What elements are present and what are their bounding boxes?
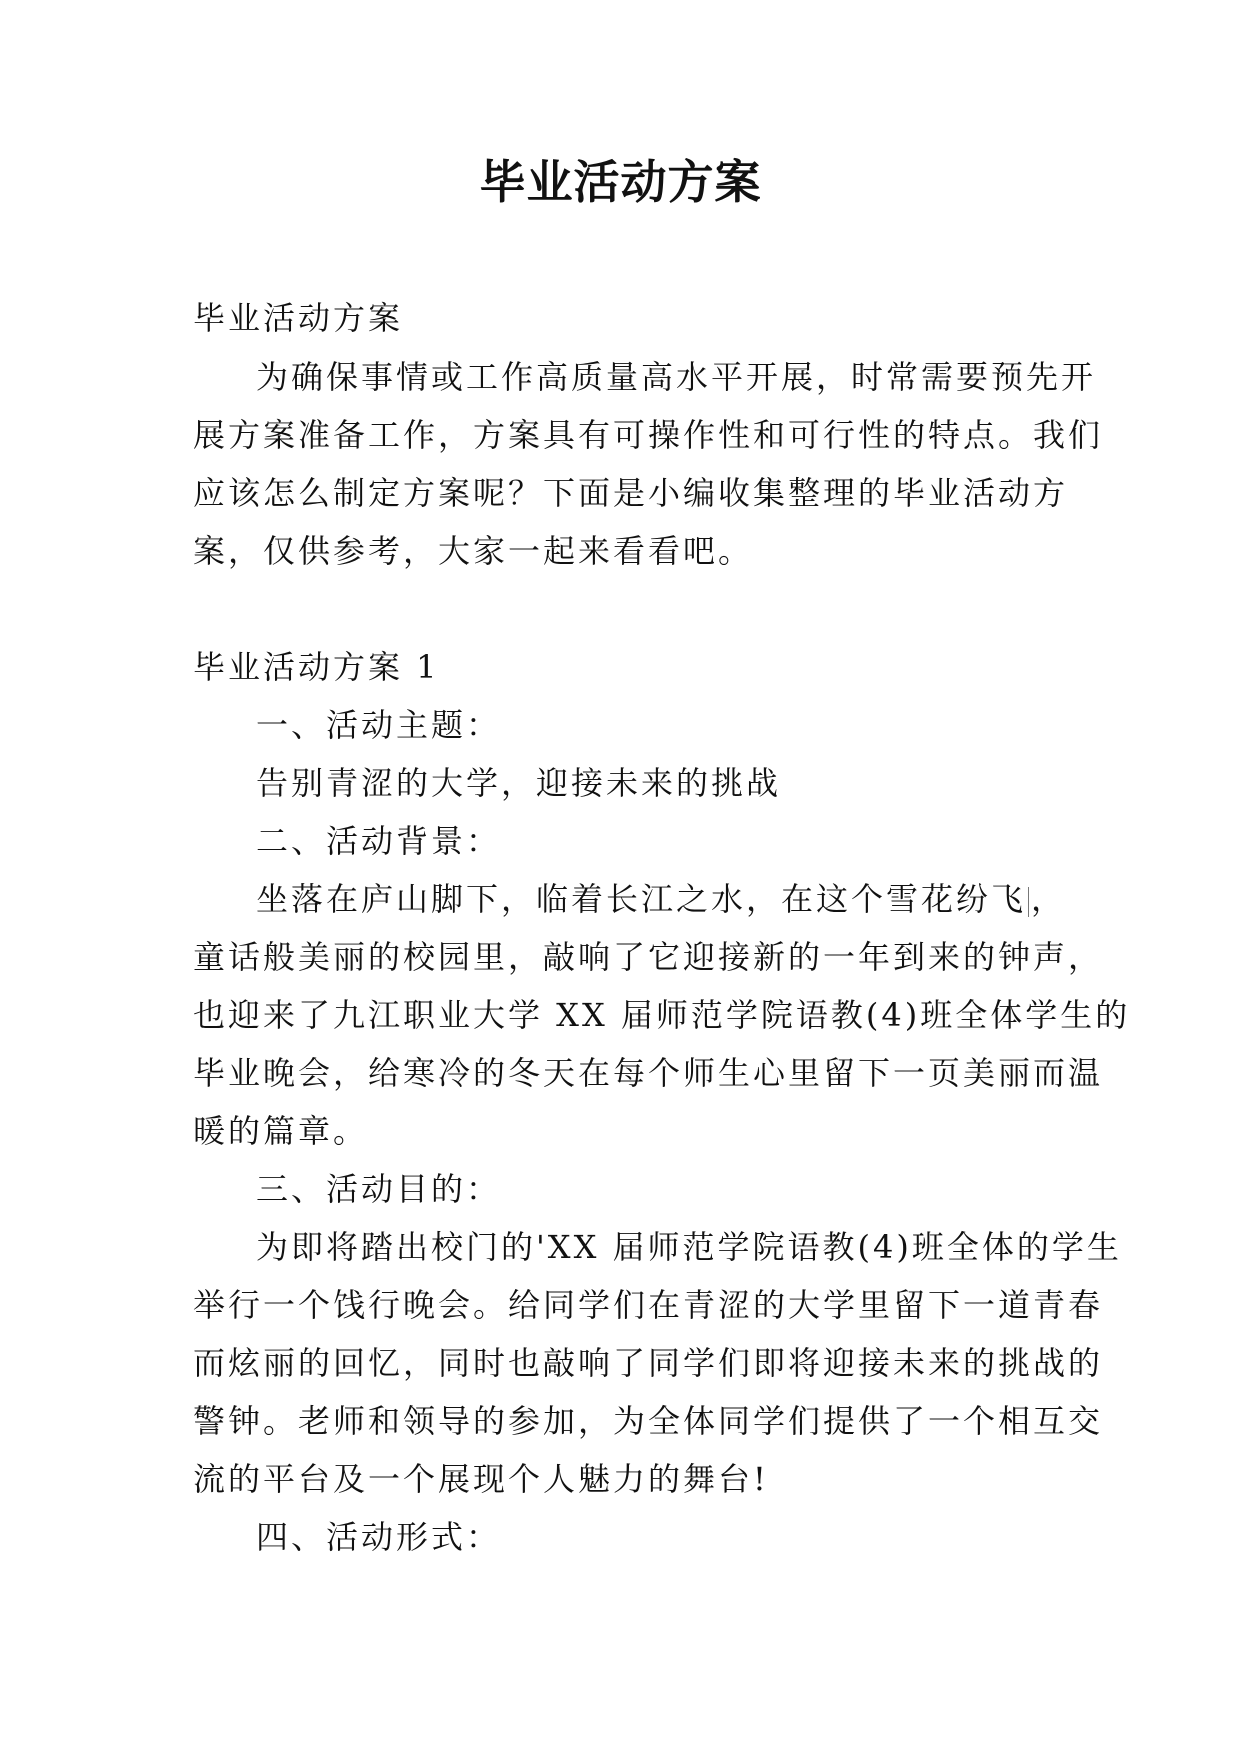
background-line-1-text: 坐落在庐山脚下，临着长江之水，在这个雪花纷飞 (256, 880, 1027, 918)
text-cursor (1028, 887, 1029, 917)
purpose-line-3: 而炫丽的回忆，同时也敲响了同学们即将迎接未来的挑战的 (193, 1344, 1104, 1382)
heading-form: 四、活动形式： (256, 1518, 502, 1556)
background-line-3: 也迎来了九江职业大学 XX 届师范学院语教(4)班全体学生的 (193, 996, 1131, 1034)
intro-line-4: 案，仅供参考，大家一起来看看吧。 (193, 532, 754, 570)
intro-line-2: 展方案准备工作，方案具有可操作性和可行性的特点。我们 (193, 416, 1104, 454)
background-line-1 (256, 877, 1066, 921)
background-line-1-comma: ， (1031, 880, 1067, 918)
intro-line-3: 应该怎么制定方案呢？下面是小编收集整理的毕业活动方 (193, 474, 1069, 512)
heading-purpose: 三、活动目的： (256, 1170, 502, 1208)
intro-line-1: 为确保事情或工作高质量高水平开展，时常需要预先开 (256, 358, 1097, 396)
purpose-line-2: 举行一个饯行晚会。给同学们在青涩的大学里留下一道青春 (193, 1286, 1104, 1324)
background-line-4: 毕业晚会，给寒冷的冬天在每个师生心里留下一页美丽而温 (193, 1054, 1104, 1092)
section-heading-plan-1: 毕业活动方案 1 (193, 648, 440, 686)
purpose-line-1: 为即将踏出校门的'XX 届师范学院语教(4)班全体的学生 (256, 1228, 1122, 1266)
background-line-2: 童话般美丽的校园里，敲响了它迎接新的一年到来的钟声， (193, 938, 1104, 976)
doc-subtitle: 毕业活动方案 (193, 299, 404, 337)
theme-text: 告别青涩的大学，迎接未来的挑战 (256, 764, 782, 802)
heading-theme: 一、活动主题： (256, 706, 502, 744)
heading-background: 二、活动背景： (256, 822, 502, 860)
purpose-line-4: 警钟。老师和领导的参加，为全体同学们提供了一个相互交 (193, 1402, 1104, 1440)
background-line-5: 暖的篇章。 (193, 1112, 369, 1150)
document-title: 毕业活动方案 (479, 155, 762, 209)
purpose-line-5: 流的平台及一个展现个人魅力的舞台! (193, 1460, 769, 1498)
